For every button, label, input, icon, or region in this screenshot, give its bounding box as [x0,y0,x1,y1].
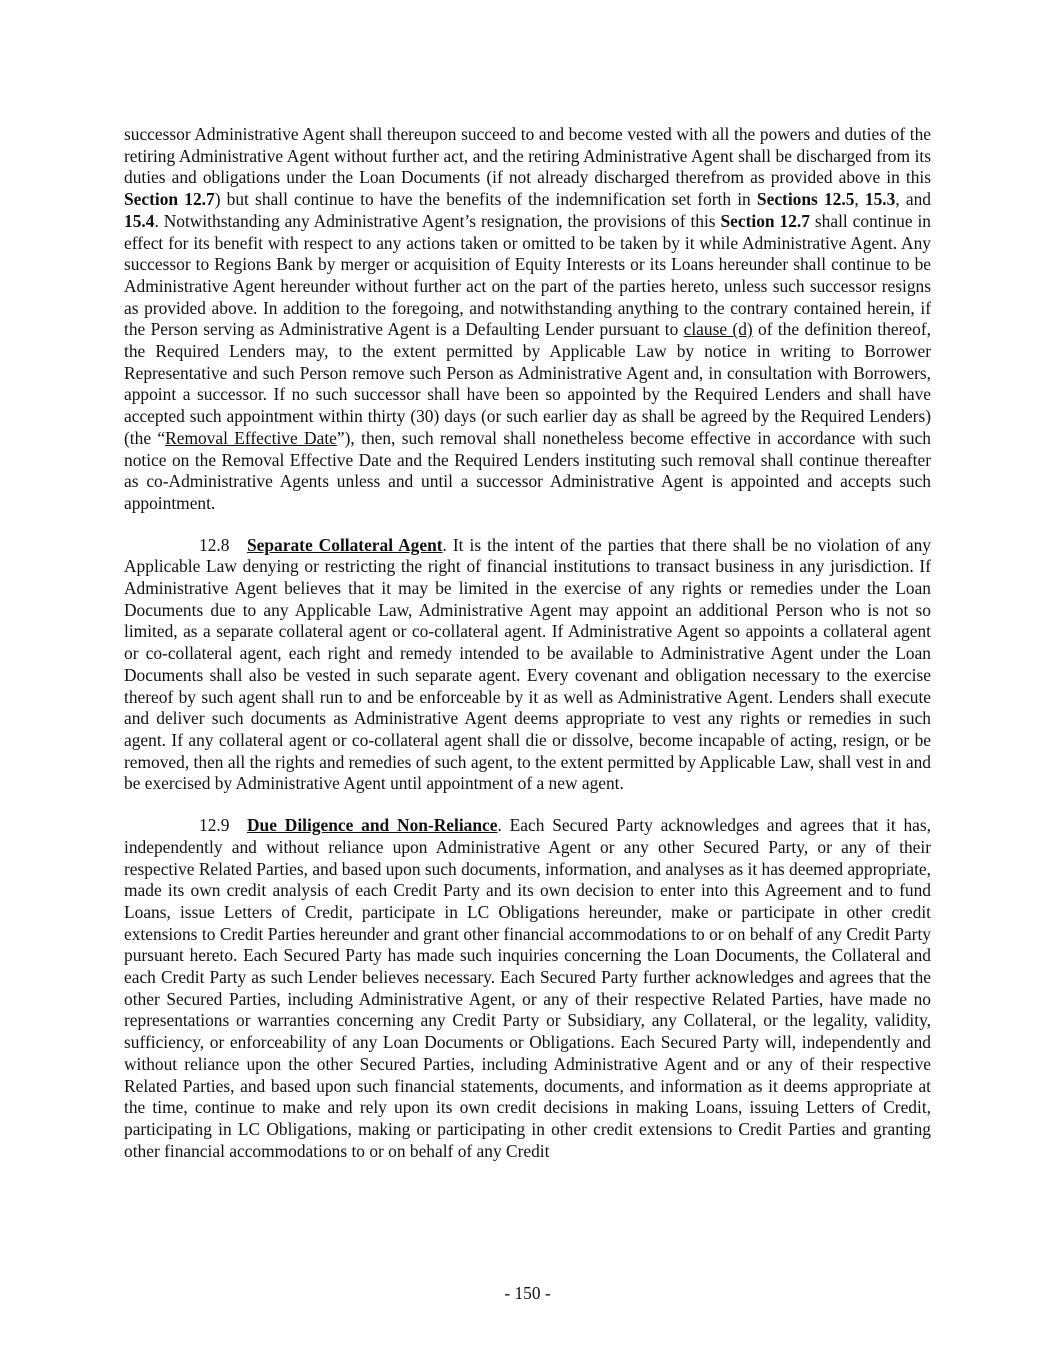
page-number: - 150 - [504,1283,551,1303]
section-heading: Separate Collateral Agent [247,534,443,555]
section-ref: Sections 12.5 [756,189,855,210]
section-number: 12.9 [199,815,230,836]
section-body: . Each Secured Party acknowledges and agrees that it has, independently and without reliance upon Administrative Agent or any other Secured Party, or any of their respective Related Parties, and based upon such documents, information, and analyses as it has deemed appropriate, made its own credit analysis of each Credit Party and its own decision to enter into this Agreement and to fund Loans, issue Letters of Credit, participate in LC Obligations hereunder, make or participate in other credit extensions to Credit Parties hereunder and grant other financial accommodations to or on behalf of any Credit Party pursuant hereto. Each Secured Party has made such inquiries concerning the Loan Documents, the Collateral and each Credit Party as such Lender believes necessary. Each Secured Party further acknowledges and agrees that the other Secured Parties, including Administrative Agent, or any of their respective Related Parties, have made no representations or warranties concerning any Credit Party or Subsidiary, any Collateral, or the legality, validity, sufficiency, or enforceability of any Loan Documents or Obligations. Each Secured Party will, independently and without reliance upon the other Secured Parties, including Administrative Agent and or any of their respective Related Parties, and based upon such financial statements, documents, and information as it deems appropriate at the time, continue to make and rely upon its own credit decisions in making Loans, issuing Letters of Credit, participating in LC Obligations, making or participating in other credit extensions to Credit Parties and granting other financial accommodations to or on behalf of any Credit [124,815,931,1161]
section-ref: Section 12.7 [124,189,215,210]
section-ref: 15.4 [124,210,155,231]
defined-term: Removal Effective Date [165,427,337,448]
section-heading: Due Diligence and Non-Reliance [247,815,498,836]
section-number: 12.8 [199,534,230,555]
document-page [124,124,931,1162]
section-12-9 [124,815,931,1162]
clause-ref: clause (d) [683,319,753,340]
section-ref: 15.3 [864,189,896,210]
paragraph-continuation: successor Administrative Agent shall thereupon succeed to and become vested with all the powers and duties of the retiring Administrative Agent without further act, and the retiring Administrative Agent shall be discharged from its duties and obligations under the Loan Documents (if not already discharged therefrom as provided above in this Section 12.7) but shall continue to have the benefits of the indemnification set forth in Sections 12.5, 15.3, and 15.4. Notwithstanding any Administrative Agent’s resignation, the provisions of this Section 12.7 shall continue in effect for its benefit with respect to any actions taken or omitted to be taken by it while Administrative Agent. Any successor to Regions Bank by merger or acquisition of Equity Interests or its Loans hereunder shall continue to be Administrative Agent hereunder without further act on the part of the parties hereto, unless such successor resigns as provided above. In addition to the foregoing, and notwithstanding anything to the contrary contained herein, if the Person serving as Administrative Agent is a Defaulting Lender pursuant to clause (d) of the definition thereof, the Required Lenders may, to the extent permitted by Applicable Law by notice in writing to Borrower Representative and such Person remove such Person as Administrative Agent and, in consultation with Borrowers, appoint a successor. If no such successor shall have been so appointed by the Required Lenders and shall have accepted such appointment within thirty (30) days (or such earlier day as shall be agreed by the Required Lenders) (the “Removal Effective Date”), then, such removal shall nonetheless become effective in accordance with such notice on the Removal Effective Date and the Required Lenders instituting such removal shall continue thereafter as co-Administrative Agents unless and until a successor Administrative Agent is appointed and accepts such appointment. [124,124,931,513]
section-ref: Section 12.7 [720,210,810,231]
section-12-8 [124,535,931,795]
section-body: . It is the intent of the parties that there shall be no violation of any Applicable Law denying or restricting the right of financial institutions to transact business in any jurisdiction. If Administrative Agent believes that it may be limited in the exercise of any rights or remedies under the Loan Documents due to any Applicable Law, Administrative Agent may appoint an additional Person who is not so limited, as a separate collateral agent or co-collateral agent. If Administrative Agent so appoints a collateral agent or co-collateral agent, each right and remedy intended to be available to Administrative Agent under the Loan Documents shall also be vested in such separate agent. Every covenant and obligation necessary to the exercise thereof by such agent shall run to and be enforceable by it as well as Administrative Agent. Lenders shall execute and deliver such documents as Administrative Agent deems appropriate to vest any rights or remedies in such agent. If any collateral agent or co-collateral agent shall die or dissolve, become incapable of acting, resign, or be removed, then all the rights and remedies of such agent, to the extent permitted by Applicable Law, shall vest in and be exercised by Administrative Agent until appointment of a new agent. [124,534,931,794]
